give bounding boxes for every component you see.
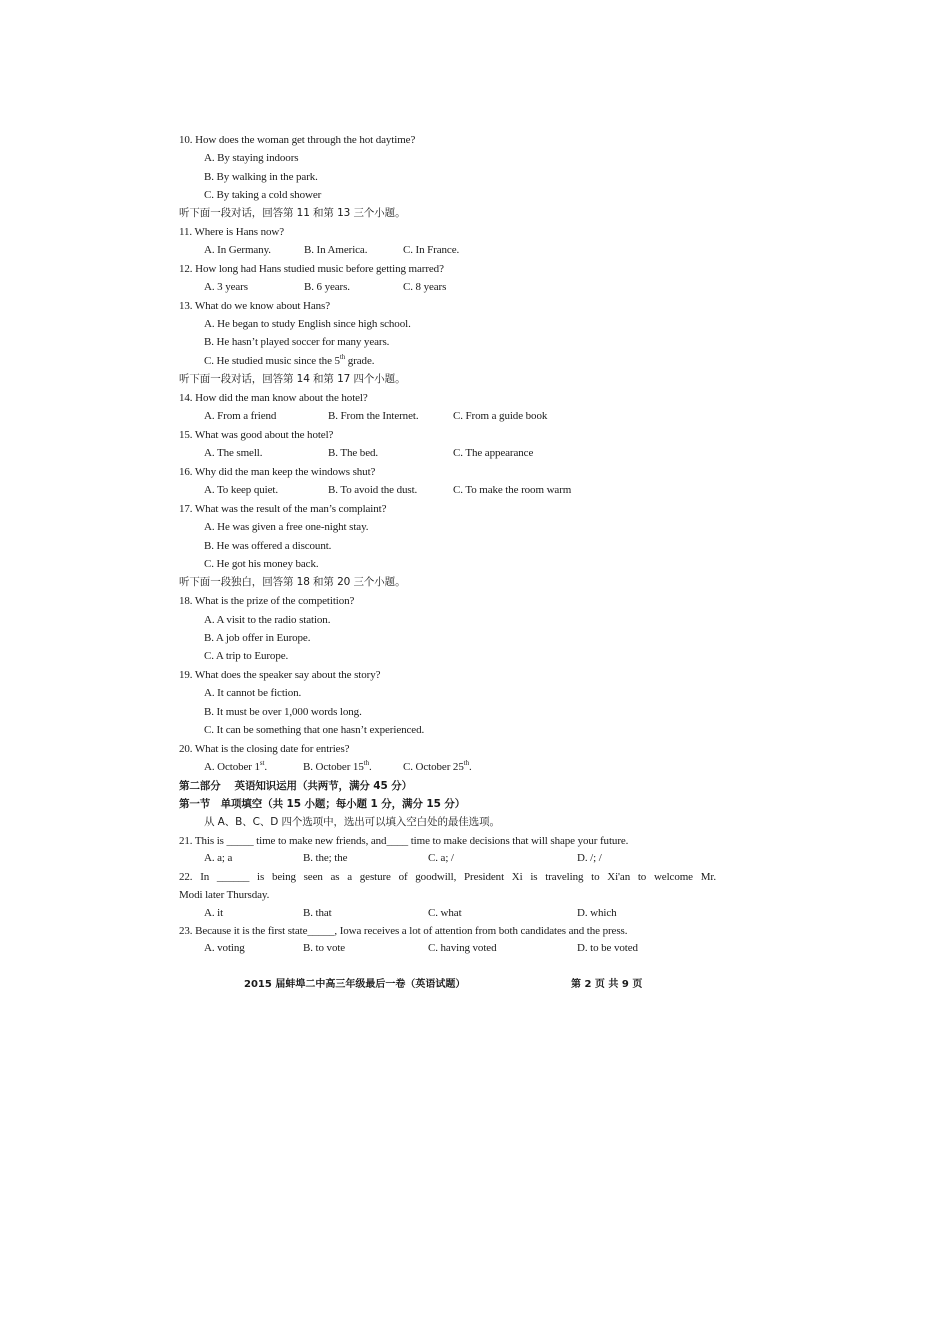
question-11-option-c: C. In France. [403, 244, 460, 256]
question-23-option-a: A. voting [204, 942, 245, 954]
option-text-end: . [468, 761, 472, 773]
stem-text: 23. Because it is the first state [179, 925, 308, 937]
question-14-option-b: B. From the Internet. [328, 410, 419, 422]
question-18-option-b: B. A job offer in Europe. [204, 632, 311, 644]
question-21-option-b: B. the; the [303, 852, 348, 864]
question-15-option-a: A. The smell. [204, 447, 263, 459]
question-21-option-a: A. a; a [204, 852, 233, 864]
question-23-option-c: C. having voted [428, 942, 497, 954]
question-21-option-c: C. a; / [428, 852, 454, 864]
question-15-stem: 15. What was good about the hotel? [179, 429, 334, 441]
question-18-stem: 18. What is the prize of the competition? [179, 595, 355, 607]
question-16-stem: 16. Why did the man keep the windows shut? [179, 466, 376, 478]
option-text-end: grade. [345, 355, 375, 367]
question-12-stem: 12. How long had Hans studied music before getting marred? [179, 263, 444, 275]
section-instruction-11-13: 听下面一段对话，回答第 11 和第 13 三个小题。 [179, 207, 406, 219]
question-13-option-b: B. He hasn’t played soccer for many years. [204, 336, 390, 348]
question-23-option-d: D. to be voted [577, 942, 638, 954]
section-1-title: 第一节 单项填空（共 15 小题；每小题 1 分，满分 15 分） [179, 798, 466, 810]
option-text-end: . [264, 761, 268, 773]
blank: _____ [307, 925, 335, 937]
question-20-option-b [303, 761, 372, 774]
blank: _____ [226, 835, 254, 847]
stem-text: 21. This is [179, 835, 227, 847]
question-23-option-b: B. to vote [303, 942, 346, 954]
question-19-stem: 19. What does the speaker say about the story? [179, 669, 381, 681]
stem-text: 22. In [179, 871, 217, 883]
question-20-option-a [204, 761, 267, 774]
question-14-stem: 14. How did the man know about the hotel? [179, 392, 368, 404]
question-17-option-c: C. He got his money back. [204, 558, 319, 570]
ordinal-suffix: th [363, 759, 369, 767]
option-text: A. October 1 [204, 761, 260, 773]
question-16-option-a: A. To keep quiet. [204, 484, 279, 496]
ordinal-suffix: st [259, 759, 265, 767]
question-18-option-c: C. A trip to Europe. [204, 650, 289, 662]
section-1-instruction: 从 A、B、C、D 四个选项中，选出可以填入空白处的最佳选项。 [204, 816, 500, 828]
question-12-option-a: A. 3 years [204, 281, 248, 293]
question-16-option-c: C. To make the room warm [453, 484, 572, 496]
question-13-stem: 13. What do we know about Hans? [179, 300, 330, 312]
question-14-option-a: A. From a friend [204, 410, 277, 422]
section-instruction-18-20: 听下面一段独白，回答第 18 和第 20 三个小题。 [179, 576, 406, 588]
question-12-option-b: B. 6 years. [304, 281, 350, 293]
question-19-option-c: C. It can be something that one hasn’t experienced. [204, 724, 425, 736]
question-11-option-b: B. In America. [304, 244, 368, 256]
question-22-option-d: D. which [577, 907, 617, 919]
stem-text: , Iowa receives a lot of attention from both candidates and the press. [334, 925, 628, 937]
question-22-stem-line-2: Modi later Thursday. [179, 889, 270, 901]
question-10-option-b: B. By walking in the park. [204, 171, 318, 183]
question-17-stem: 17. What was the result of the man’s complaint? [179, 503, 387, 515]
question-23-stem [179, 925, 627, 938]
question-21-option-d: D. /; / [577, 852, 602, 864]
blank: ______ [216, 871, 250, 883]
question-13-option-c [204, 355, 374, 368]
question-11-option-a: A. In Germany. [204, 244, 271, 256]
stem-text: is being seen as a gesture of goodwill, President Xi is traveling to Xi'an to welcome Mr. [249, 871, 716, 883]
question-22-option-a: A. it [204, 907, 224, 919]
footer-title: 2015 届蚌埠二中高三年级最后一卷（英语试题） [244, 979, 466, 990]
option-text: C. He studied music since the 5 [204, 355, 340, 367]
question-16-option-b: B. To avoid the dust. [328, 484, 418, 496]
question-13-option-a: A. He began to study English since high school. [204, 318, 411, 330]
section-instruction-14-17: 听下面一段对话，回答第 14 和第 17 四个小题。 [179, 373, 406, 385]
question-11-stem: 11. Where is Hans now? [179, 226, 285, 238]
option-text: B. October 15 [303, 761, 364, 773]
ordinal-suffix: th [339, 353, 346, 361]
question-10-option-c: C. By taking a cold shower [204, 189, 322, 201]
option-text: C. October 25 [403, 761, 464, 773]
blank: ____ [386, 835, 409, 847]
question-14-option-c: C. From a guide book [453, 410, 548, 422]
question-22-option-c: C. what [428, 907, 462, 919]
footer-page-number: 第 2 页 共 9 页 [571, 979, 643, 990]
question-21-stem [179, 835, 628, 848]
question-20-option-c [403, 761, 472, 774]
question-22-option-b: B. that [303, 907, 332, 919]
question-19-option-b: B. It must be over 1,000 words long. [204, 706, 362, 718]
question-19-option-a: A. It cannot be fiction. [204, 687, 302, 699]
question-12-option-c: C. 8 years [403, 281, 447, 293]
question-20-stem: 20. What is the closing date for entries? [179, 743, 350, 755]
stem-text: time to make new friends, and [253, 835, 387, 847]
question-15-option-c: C. The appearance [453, 447, 534, 459]
ordinal-suffix: th [463, 759, 469, 767]
question-15-option-b: B. The bed. [328, 447, 379, 459]
question-10-option-a: A. By staying indoors [204, 152, 299, 164]
question-18-option-a: A. A visit to the radio station. [204, 614, 331, 626]
option-text-end: . [368, 761, 372, 773]
question-10-stem: 10. How does the woman get through the hot daytime? [179, 134, 416, 146]
question-17-option-a: A. He was given a free one-night stay. [204, 521, 369, 533]
question-17-option-b: B. He was offered a discount. [204, 540, 332, 552]
stem-text: time to make decisions that will shape your future. [408, 835, 629, 847]
part-2-title: 第二部分 英语知识运用（共两节，满分 45 分） [179, 780, 413, 792]
question-22-stem [179, 871, 716, 884]
